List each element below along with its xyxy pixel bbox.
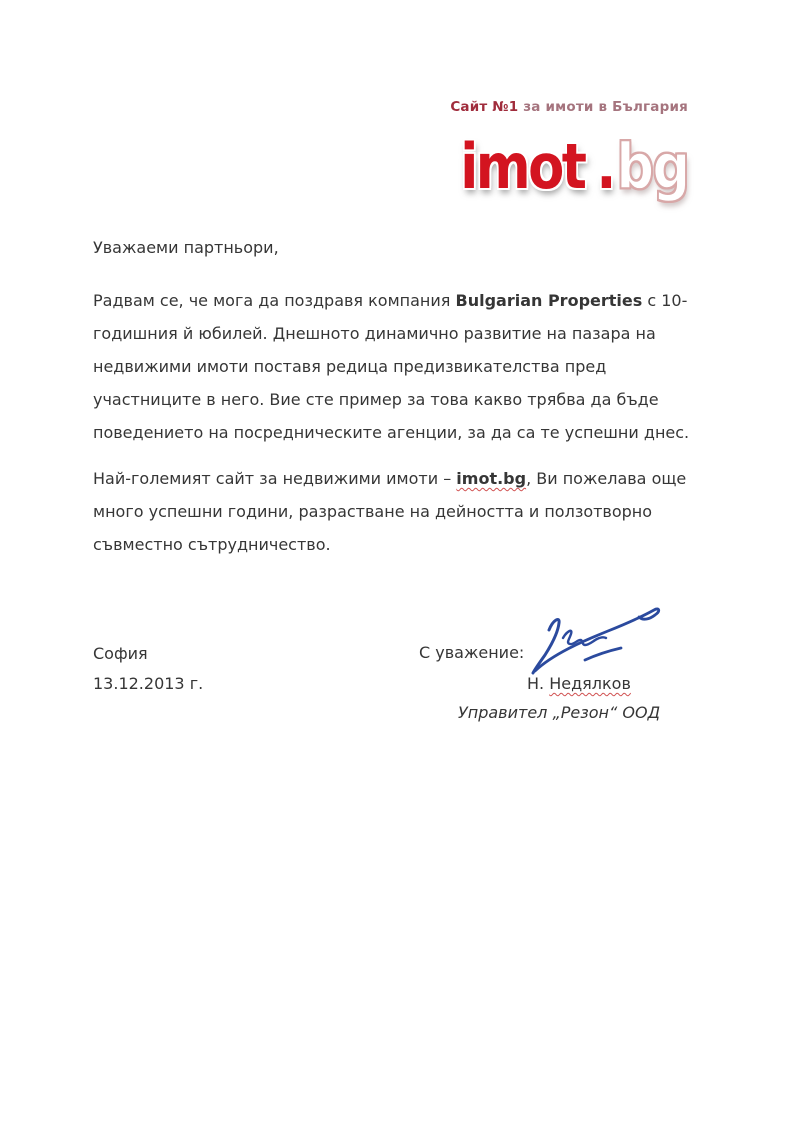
city-date-block [93,639,203,699]
salutation [93,231,279,264]
logo-tld-bg: bg [615,130,688,203]
imot-bg-brand-text: imot.bg [456,469,527,488]
imot-bg-logo [420,83,688,203]
paragraph-1-line-1 [93,284,689,317]
signer-title-line: Управител „Резон“ ООД [458,703,661,722]
closing-phrase [419,638,524,668]
salutation-line: Уважаеми партньори, [93,238,279,257]
logo-wordmark [459,130,688,203]
date: 13.12.2013 г. [93,674,204,693]
p2-l1-pre: Най-големият сайт за недвижими имоти – [93,469,457,488]
p1-l1-post: с 10- [642,291,688,310]
company-name-bold: Bulgarian Properties [455,291,643,310]
paragraph-1 [93,284,689,449]
p2-l1-post: , Ви пожелава още [526,469,687,488]
logo-tagline [420,83,688,131]
handwritten-signature-scribble [523,597,673,677]
paragraph-2-line-3: съвместно сътрудничество. [93,535,331,554]
p1-l1-pre: Радвам се, че мога да поздравя компания [93,291,456,310]
logo-dot: . [595,130,616,203]
paragraph-1-line-2: годишния й юбилей. Днешното динамично развитие на пазара на [93,324,656,343]
paragraph-1-line-4: участниците в него. Вие сте пример за това какво трябва да бъде [93,390,659,409]
closing-line: С уважение: [419,643,525,662]
paragraph-1-line-3: недвижими имоти поставя редица предизвикателства пред [93,357,607,376]
signer-initial: Н. [527,674,550,693]
city: София [93,644,148,663]
logo-word-imot: imot [459,130,585,203]
tagline-rest: за имоти в България [518,99,688,115]
signer-name [527,669,631,699]
signer-title [458,698,660,728]
paragraph-2-line-1 [93,462,686,495]
signer-name-line [527,669,631,699]
paragraph-1-line-5: поведението на посредническите агенции, за да са те успешни днес. [93,423,690,442]
tagline-lead: Сайт №1 [450,99,519,115]
paragraph-2-line-2: много успешни години, разрастване на дейността и ползотворно [93,502,653,521]
paragraph-2 [93,462,686,561]
signer-surname: Недялков [549,674,631,693]
